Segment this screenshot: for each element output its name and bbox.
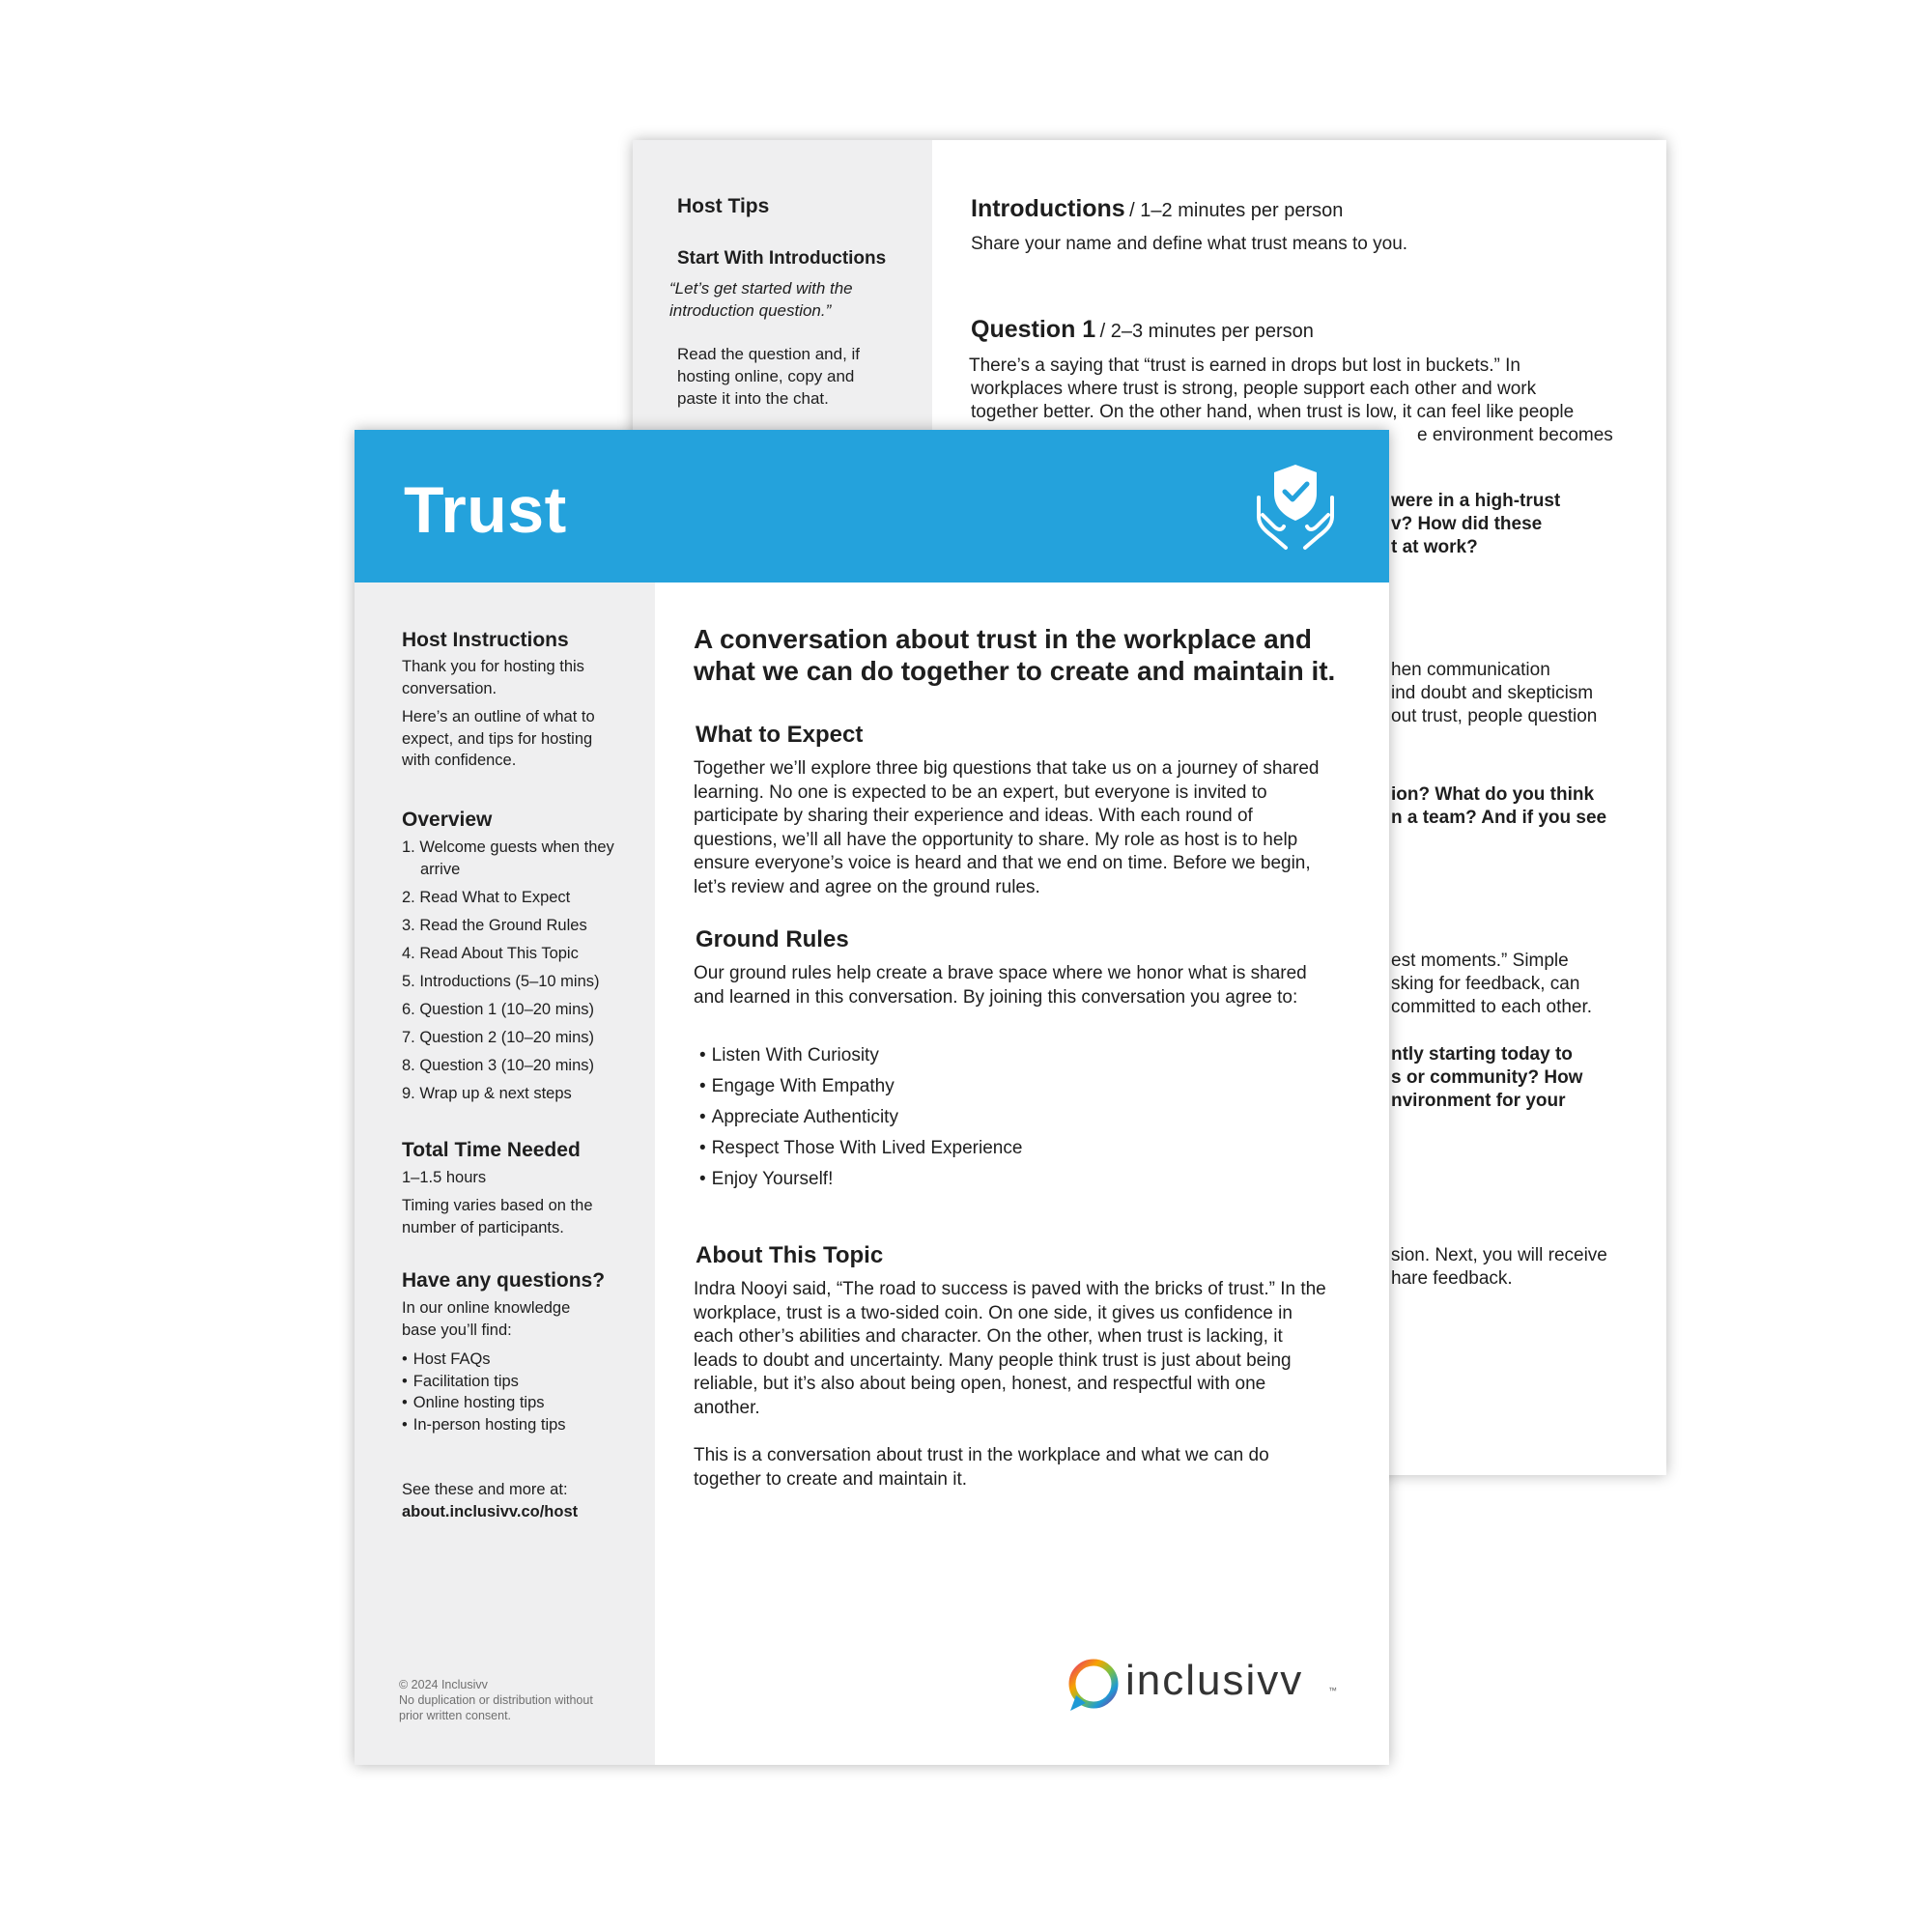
questions-item: • In-person hosting tips xyxy=(402,1414,634,1436)
question1-meta: / 2–3 minutes per person xyxy=(1099,321,1314,342)
total-time-heading: Total Time Needed xyxy=(402,1139,581,1161)
question1-heading xyxy=(971,316,1314,344)
overview-item: 5. Introductions (5–10 mins) xyxy=(402,972,600,990)
questions-heading: Have any questions? xyxy=(402,1269,606,1292)
fragment-text: ntly starting today to xyxy=(1391,1044,1573,1065)
copyright-line: No duplication or distribution without prior written consent. xyxy=(399,1693,593,1722)
shield-check-hands-icon xyxy=(1253,461,1338,554)
total-time-note: Timing varies based on the number of participants. xyxy=(402,1197,593,1236)
inclusivv-logo xyxy=(1065,1655,1340,1717)
fragment-text: sion. Next, you will receive xyxy=(1391,1245,1607,1265)
copyright-notice xyxy=(399,1677,611,1723)
overview-item: 4. Read About This Topic xyxy=(402,944,579,962)
front-page xyxy=(355,430,1389,1765)
ground-rule-item: • Engage With Empathy xyxy=(699,1071,1022,1102)
what-to-expect-heading: What to Expect xyxy=(696,722,864,748)
host-url-link[interactable]: about.inclusivv.co/host xyxy=(402,1503,579,1520)
overview-item: 3. Read the Ground Rules xyxy=(402,916,587,934)
host-instructions-text: Here’s an outline of what to expect, and tips for hosting with confidence. xyxy=(402,708,595,769)
question1-title: Question 1 xyxy=(971,316,1096,343)
fragment-text: were in a high-trust xyxy=(1391,491,1561,511)
ground-rules-intro: Our ground rules help create a brave space where we honor what is shared and learned in this conversation. By joining this conversation you agree to: xyxy=(694,963,1307,1008)
ground-rule-item: • Respect Those With Lived Experience xyxy=(699,1133,1022,1164)
host-instructions-text: Thank you for hosting this conversation. xyxy=(402,658,584,697)
overview-item: 9. Wrap up & next steps xyxy=(402,1084,572,1102)
logo-wordmark: inclusivv xyxy=(1125,1657,1304,1704)
question1-line: workplaces where trust is strong, people support each other and work xyxy=(971,379,1537,399)
logo-trademark: ™ xyxy=(1328,1686,1337,1695)
overview-heading: Overview xyxy=(402,809,493,831)
question1-line: together better. On the other hand, when trust is low, it can feel like people xyxy=(971,402,1575,422)
introductions-heading xyxy=(971,195,1343,223)
ground-rule-item: • Listen With Curiosity xyxy=(699,1040,1022,1071)
about-topic-heading: About This Topic xyxy=(696,1242,884,1268)
introductions-meta: / 1–2 minutes per person xyxy=(1129,200,1344,221)
overview-item: 1. Welcome guests when they arrive xyxy=(402,838,614,878)
about-topic-body: Indra Nooyi said, “The road to success is paved with the bricks of trust.” In the workplace, trust is a two-sided coin. On one side, it gives us confidence in each other’s abilities and character. On the other, when trust is lacking, it leads to doubt and uncertainty. Many people think trust is just about being reliable, but it’s also about being open, honest, and respectful with one another. xyxy=(694,1279,1326,1418)
questions-item: • Online hosting tips xyxy=(402,1392,634,1414)
question1-line: There’s a saying that “trust is earned in drops but lost in buckets.” In xyxy=(969,355,1520,376)
overview-item: 2. Read What to Expect xyxy=(402,888,571,906)
questions-item: • Facilitation tips xyxy=(402,1371,634,1393)
fragment-text: ion? What do you think xyxy=(1391,784,1595,805)
overview-item: 7. Question 2 (10–20 mins) xyxy=(402,1028,595,1046)
page-title: Trust xyxy=(404,473,567,547)
total-time-value: 1–1.5 hours xyxy=(402,1169,487,1186)
fragment-text: n a team? And if you see xyxy=(1391,808,1607,828)
ground-rules-list xyxy=(699,1040,1022,1195)
host-tips-subtitle: Start With Introductions xyxy=(677,248,887,269)
fragment-text: committed to each other. xyxy=(1391,997,1593,1017)
title-banner xyxy=(355,430,1389,582)
host-tips-body: Read the question and, if hosting online, copy and paste it into the chat. xyxy=(677,345,861,408)
fragment-text: hen communication xyxy=(1391,660,1550,680)
fragment-text: nvironment for your xyxy=(1391,1091,1566,1111)
copyright-line: © 2024 Inclusivv xyxy=(399,1678,488,1691)
chat-bubble-logo-icon xyxy=(1065,1657,1121,1715)
about-topic-summary: This is a conversation about trust in the workplace and what we can do together to create and maintain it. xyxy=(694,1445,1269,1490)
host-tips-quote: “Let’s get started with the introduction question.” xyxy=(669,279,853,320)
ground-rule-item: • Enjoy Yourself! xyxy=(699,1164,1022,1195)
fragment-text: v? How did these xyxy=(1391,514,1543,534)
host-tips-title: Host Tips xyxy=(677,195,770,217)
fragment-text: out trust, people question xyxy=(1391,706,1598,726)
questions-intro: In our online knowledge base you’ll find: xyxy=(402,1299,571,1339)
host-instructions-heading: Host Instructions xyxy=(402,629,569,651)
ground-rule-item: • Appreciate Authenticity xyxy=(699,1102,1022,1133)
fragment-text: hare feedback. xyxy=(1391,1268,1513,1289)
see-more-text: See these and more at: xyxy=(402,1481,568,1498)
questions-item: • Host FAQs xyxy=(402,1349,634,1371)
tagline: A conversation about trust in the workplace and what we can do together to create and maintain it. xyxy=(694,624,1336,686)
overview-item: 8. Question 3 (10–20 mins) xyxy=(402,1056,595,1074)
overview-list xyxy=(402,837,643,1111)
fragment-text: t at work? xyxy=(1391,537,1478,557)
fragment-text: sking for feedback, can xyxy=(1391,974,1580,994)
introductions-title: Introductions xyxy=(971,195,1125,222)
what-to-expect-body: Together we’ll explore three big questions that take us on a journey of shared learning. No one is expected to be an expert, but everyone is invited to participate by sharing their experience and ideas. With each round of questions, we’ll all have the opportunity to share. My role as host is to help ensure everyone’s voice is heard and that we end on time. Before we begin, let’s review and agree on the ground rules. xyxy=(694,758,1320,897)
fragment-text: est moments.” Simple xyxy=(1391,951,1569,971)
questions-list xyxy=(402,1349,634,1435)
fragment-text: s or community? How xyxy=(1391,1067,1583,1088)
fragment-text: ind doubt and skepticism xyxy=(1391,683,1594,703)
introductions-prompt: Share your name and define what trust means to you. xyxy=(971,234,1408,254)
ground-rules-heading: Ground Rules xyxy=(696,926,849,952)
question1-line: e environment becomes xyxy=(1417,425,1613,445)
overview-item: 6. Question 1 (10–20 mins) xyxy=(402,1000,595,1018)
